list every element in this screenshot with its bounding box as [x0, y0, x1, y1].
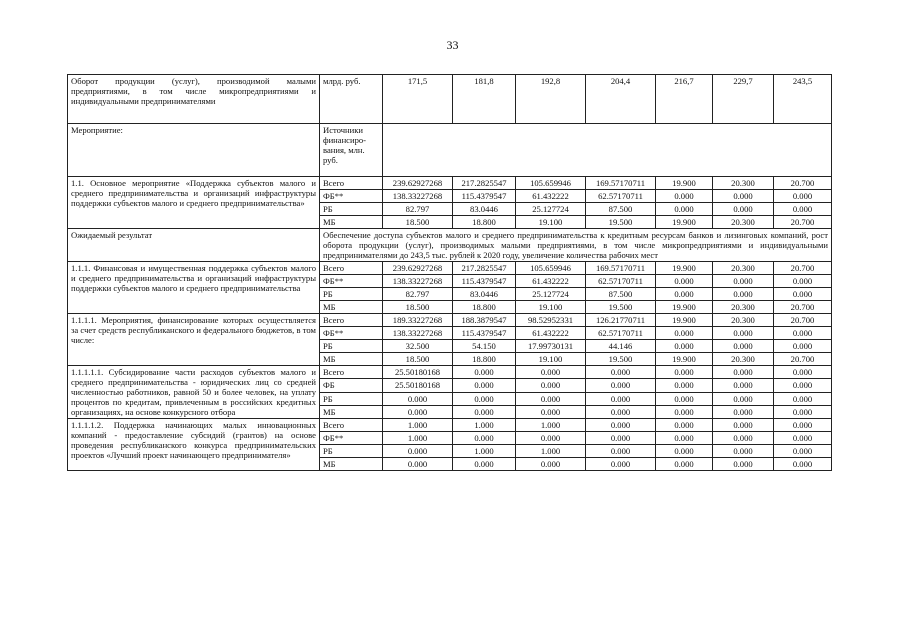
funding-source-header: Источники финансиро-вания, млн. руб. [320, 124, 383, 177]
turnover-value: 229,7 [713, 75, 774, 124]
turnover-value: 171,5 [383, 75, 453, 124]
amount-cell: 1.000 [453, 445, 516, 458]
amount-cell: 0.000 [713, 432, 774, 445]
turnover-description: Оборот продукции (услуг), производимой малыми предприятиями, в том числе микропредприятиями и индивидуальными предпринимателями [68, 75, 320, 124]
funding-source: Всего [320, 419, 383, 432]
funding-source: Всего [320, 262, 383, 275]
amount-cell: 87.500 [586, 288, 656, 301]
amount-cell: 189.33227268 [383, 314, 453, 327]
amount-cell: 0.000 [774, 190, 832, 203]
funding-source: РБ [320, 445, 383, 458]
turnover-value: 181,8 [453, 75, 516, 124]
amount-cell: 19.100 [516, 301, 586, 314]
amount-cell: 0.000 [774, 432, 832, 445]
amount-cell: 0.000 [656, 327, 713, 340]
amount-cell: 0.000 [656, 419, 713, 432]
funding-source: ФБ [320, 379, 383, 392]
amount-cell: 19.900 [656, 301, 713, 314]
amount-cell: 62.57170711 [586, 190, 656, 203]
amount-cell: 0.000 [713, 327, 774, 340]
amount-cell: 0.000 [656, 275, 713, 288]
amount-cell: 126.21770711 [586, 314, 656, 327]
amount-cell: 18.500 [383, 301, 453, 314]
program-table [67, 74, 832, 471]
amount-cell: 61.432222 [516, 275, 586, 288]
measure-header-row [68, 124, 832, 177]
amount-cell: 18.800 [453, 216, 516, 229]
amount-cell: 19.900 [656, 216, 713, 229]
amount-cell: 82.797 [383, 288, 453, 301]
amount-cell: 18.500 [383, 216, 453, 229]
amount-cell: 25.50180168 [383, 366, 453, 379]
amount-cell: 0.000 [453, 392, 516, 405]
amount-cell: 0.000 [774, 203, 832, 216]
amount-cell: 0.000 [453, 366, 516, 379]
funding-source: Всего [320, 366, 383, 379]
funding-source: Всего [320, 314, 383, 327]
amount-cell: 115.4379547 [453, 190, 516, 203]
header-empty-cell [383, 124, 832, 177]
amount-cell: 44.146 [586, 340, 656, 353]
amount-cell: 25.127724 [516, 203, 586, 216]
expected-result-label: Ожидаемый результат [68, 229, 320, 262]
amount-cell: 19.100 [516, 353, 586, 366]
amount-cell: 0.000 [713, 445, 774, 458]
funding-source: РБ [320, 340, 383, 353]
amount-cell: 0.000 [656, 458, 713, 471]
amount-cell: 32.500 [383, 340, 453, 353]
amount-cell: 0.000 [453, 379, 516, 392]
amount-cell: 18.500 [383, 353, 453, 366]
amount-cell: 169.57170711 [586, 177, 656, 190]
expected-result-row [68, 229, 832, 262]
amount-cell: 0.000 [774, 405, 832, 418]
amount-cell: 0.000 [774, 366, 832, 379]
amount-cell: 0.000 [586, 392, 656, 405]
amount-cell: 0.000 [516, 405, 586, 418]
funding-source: РБ [320, 203, 383, 216]
amount-cell: 0.000 [586, 432, 656, 445]
amount-cell: 19.900 [656, 353, 713, 366]
amount-cell: 0.000 [586, 379, 656, 392]
amount-cell: 0.000 [586, 366, 656, 379]
amount-cell: 19.100 [516, 216, 586, 229]
funding-source: МБ [320, 301, 383, 314]
funding-source: ФБ** [320, 275, 383, 288]
amount-cell: 20.700 [774, 301, 832, 314]
amount-cell: 217.2825547 [453, 262, 516, 275]
amount-cell: 0.000 [453, 458, 516, 471]
amount-cell: 0.000 [656, 366, 713, 379]
amount-cell: 20.700 [774, 177, 832, 190]
funding-source: РБ [320, 288, 383, 301]
amount-cell: 0.000 [656, 288, 713, 301]
amount-cell: 62.57170711 [586, 327, 656, 340]
amount-cell: 217.2825547 [453, 177, 516, 190]
amount-cell: 0.000 [586, 419, 656, 432]
funding-source: РБ [320, 392, 383, 405]
amount-cell: 82.797 [383, 203, 453, 216]
amount-cell: 20.700 [774, 314, 832, 327]
amount-cell: 169.57170711 [586, 262, 656, 275]
amount-cell: 138.33227268 [383, 275, 453, 288]
amount-cell: 83.0446 [453, 203, 516, 216]
turnover-value: 192,8 [516, 75, 586, 124]
amount-cell: 0.000 [586, 458, 656, 471]
amount-cell: 0.000 [656, 392, 713, 405]
amount-cell: 1.000 [516, 419, 586, 432]
amount-cell: 188.3879547 [453, 314, 516, 327]
amount-cell: 0.000 [713, 275, 774, 288]
amount-cell: 0.000 [774, 458, 832, 471]
amount-cell: 0.000 [774, 379, 832, 392]
turnover-value: 216,7 [656, 75, 713, 124]
amount-cell: 0.000 [383, 392, 453, 405]
amount-cell: 1.000 [383, 432, 453, 445]
turnover-value: 243,5 [774, 75, 832, 124]
amount-cell: 0.000 [774, 288, 832, 301]
amount-cell: 0.000 [713, 419, 774, 432]
turnover-row [68, 75, 832, 124]
amount-cell: 20.300 [713, 216, 774, 229]
amount-cell: 0.000 [656, 190, 713, 203]
amount-cell: 0.000 [586, 445, 656, 458]
measure-description: 1.1.1. Финансовая и имущественная поддержка субъектов малого и среднего предпринимательства и организаций инфраструктуры поддержки субъектов малого и среднего предпринимательства [68, 262, 320, 314]
amount-cell: 0.000 [656, 203, 713, 216]
amount-cell: 0.000 [453, 432, 516, 445]
amount-cell: 54.150 [453, 340, 516, 353]
funding-source: ФБ** [320, 190, 383, 203]
amount-cell: 0.000 [586, 405, 656, 418]
amount-cell: 18.800 [453, 301, 516, 314]
measure-description: 1.1.1.1.1. Субсидирование части расходов субъектов малого и среднего предпринимательства - юридических лиц со средней численностью работников, равной 50 и более человек, на уплату процентов по кредитам, привлеченным в российских кредитных организациях, на основе конкурсного отбора [68, 366, 320, 419]
amount-cell: 20.300 [713, 177, 774, 190]
amount-cell: 0.000 [713, 288, 774, 301]
amount-cell: 19.500 [586, 301, 656, 314]
amount-cell: 0.000 [774, 275, 832, 288]
measure-description: 1.1.1.1. Мероприятия, финансирование которых осуществляется за счет средств республиканского и федерального бюджетов, в том числе: [68, 314, 320, 366]
amount-cell: 0.000 [713, 392, 774, 405]
amount-cell: 20.300 [713, 262, 774, 275]
amount-cell: 1.000 [516, 445, 586, 458]
amount-cell: 0.000 [713, 458, 774, 471]
amount-cell: 0.000 [383, 458, 453, 471]
amount-cell: 0.000 [713, 366, 774, 379]
amount-cell: 0.000 [713, 203, 774, 216]
amount-cell: 98.52952331 [516, 314, 586, 327]
amount-cell: 0.000 [453, 405, 516, 418]
funding-source: ФБ** [320, 327, 383, 340]
measure-description: 1.1.1.1.2. Поддержка начинающих малых инновационных компаний - предоставление субсидий (грантов) на основе проведения республиканского конкурса предпринимательских проектов «Лучший проект начинающего предпринимателя» [68, 419, 320, 471]
amount-cell: 0.000 [774, 340, 832, 353]
amount-cell: 87.500 [586, 203, 656, 216]
amount-cell: 0.000 [516, 458, 586, 471]
turnover-value: 204,4 [586, 75, 656, 124]
amount-cell: 0.000 [774, 419, 832, 432]
amount-cell: 0.000 [656, 432, 713, 445]
amount-cell: 62.57170711 [586, 275, 656, 288]
amount-cell: 0.000 [713, 340, 774, 353]
amount-cell: 1.000 [453, 419, 516, 432]
amount-cell: 17.99730131 [516, 340, 586, 353]
amount-cell: 0.000 [383, 445, 453, 458]
table-row [68, 262, 832, 275]
amount-cell: 20.300 [713, 353, 774, 366]
amount-cell: 20.700 [774, 216, 832, 229]
expected-result-text: Обеспечение доступа субъектов малого и среднего предпринимательства к кредитным ресурсам банков и лизинговых компаний, рост оборота продукции (услуг), производимых малыми предприятиями, в том числе микропредприятиями и индивидуальными предпринимателями до 243,5 тыс. рублей к 2020 году, увеличение количества рабочих мест [320, 229, 832, 262]
amount-cell: 0.000 [656, 379, 713, 392]
amount-cell: 0.000 [774, 445, 832, 458]
amount-cell: 20.300 [713, 301, 774, 314]
table-row [68, 419, 832, 432]
amount-cell: 25.50180168 [383, 379, 453, 392]
measure-description: 1.1. Основное мероприятие «Поддержка субъектов малого и среднего предпринимательства и организаций инфраструктуры поддержки субъектов малого и среднего предпринимательства» [68, 177, 320, 229]
funding-source: МБ [320, 405, 383, 418]
amount-cell: 0.000 [656, 445, 713, 458]
amount-cell: 19.900 [656, 314, 713, 327]
amount-cell: 0.000 [656, 340, 713, 353]
page-number: 33 [446, 38, 459, 52]
amount-cell: 61.432222 [516, 327, 586, 340]
amount-cell: 239.62927268 [383, 177, 453, 190]
amount-cell: 138.33227268 [383, 190, 453, 203]
amount-cell: 0.000 [516, 379, 586, 392]
table-body [68, 75, 832, 471]
amount-cell: 1.000 [383, 419, 453, 432]
funding-source: МБ [320, 458, 383, 471]
amount-cell: 0.000 [713, 405, 774, 418]
amount-cell: 61.432222 [516, 190, 586, 203]
amount-cell: 20.300 [713, 314, 774, 327]
table-row [68, 366, 832, 379]
amount-cell: 18.800 [453, 353, 516, 366]
amount-cell: 25.127724 [516, 288, 586, 301]
table-row [68, 314, 832, 327]
measure-header-label: Мероприятие: [68, 124, 320, 177]
amount-cell: 239.62927268 [383, 262, 453, 275]
funding-source: Всего [320, 177, 383, 190]
funding-source: МБ [320, 216, 383, 229]
amount-cell: 0.000 [383, 405, 453, 418]
amount-cell: 0.000 [516, 432, 586, 445]
amount-cell: 0.000 [774, 392, 832, 405]
amount-cell: 19.500 [586, 216, 656, 229]
amount-cell: 0.000 [516, 366, 586, 379]
amount-cell: 19.500 [586, 353, 656, 366]
amount-cell: 83.0446 [453, 288, 516, 301]
amount-cell: 20.700 [774, 262, 832, 275]
amount-cell: 105.659946 [516, 262, 586, 275]
funding-source: ФБ** [320, 432, 383, 445]
amount-cell: 19.900 [656, 262, 713, 275]
table-row [68, 177, 832, 190]
amount-cell: 20.700 [774, 353, 832, 366]
turnover-unit: млрд. руб. [320, 75, 383, 124]
amount-cell: 115.4379547 [453, 275, 516, 288]
amount-cell: 115.4379547 [453, 327, 516, 340]
amount-cell: 19.900 [656, 177, 713, 190]
funding-source: МБ [320, 353, 383, 366]
amount-cell: 0.000 [713, 190, 774, 203]
amount-cell: 0.000 [774, 327, 832, 340]
amount-cell: 105.659946 [516, 177, 586, 190]
amount-cell: 0.000 [713, 379, 774, 392]
amount-cell: 138.33227268 [383, 327, 453, 340]
amount-cell: 0.000 [656, 405, 713, 418]
amount-cell: 0.000 [516, 392, 586, 405]
